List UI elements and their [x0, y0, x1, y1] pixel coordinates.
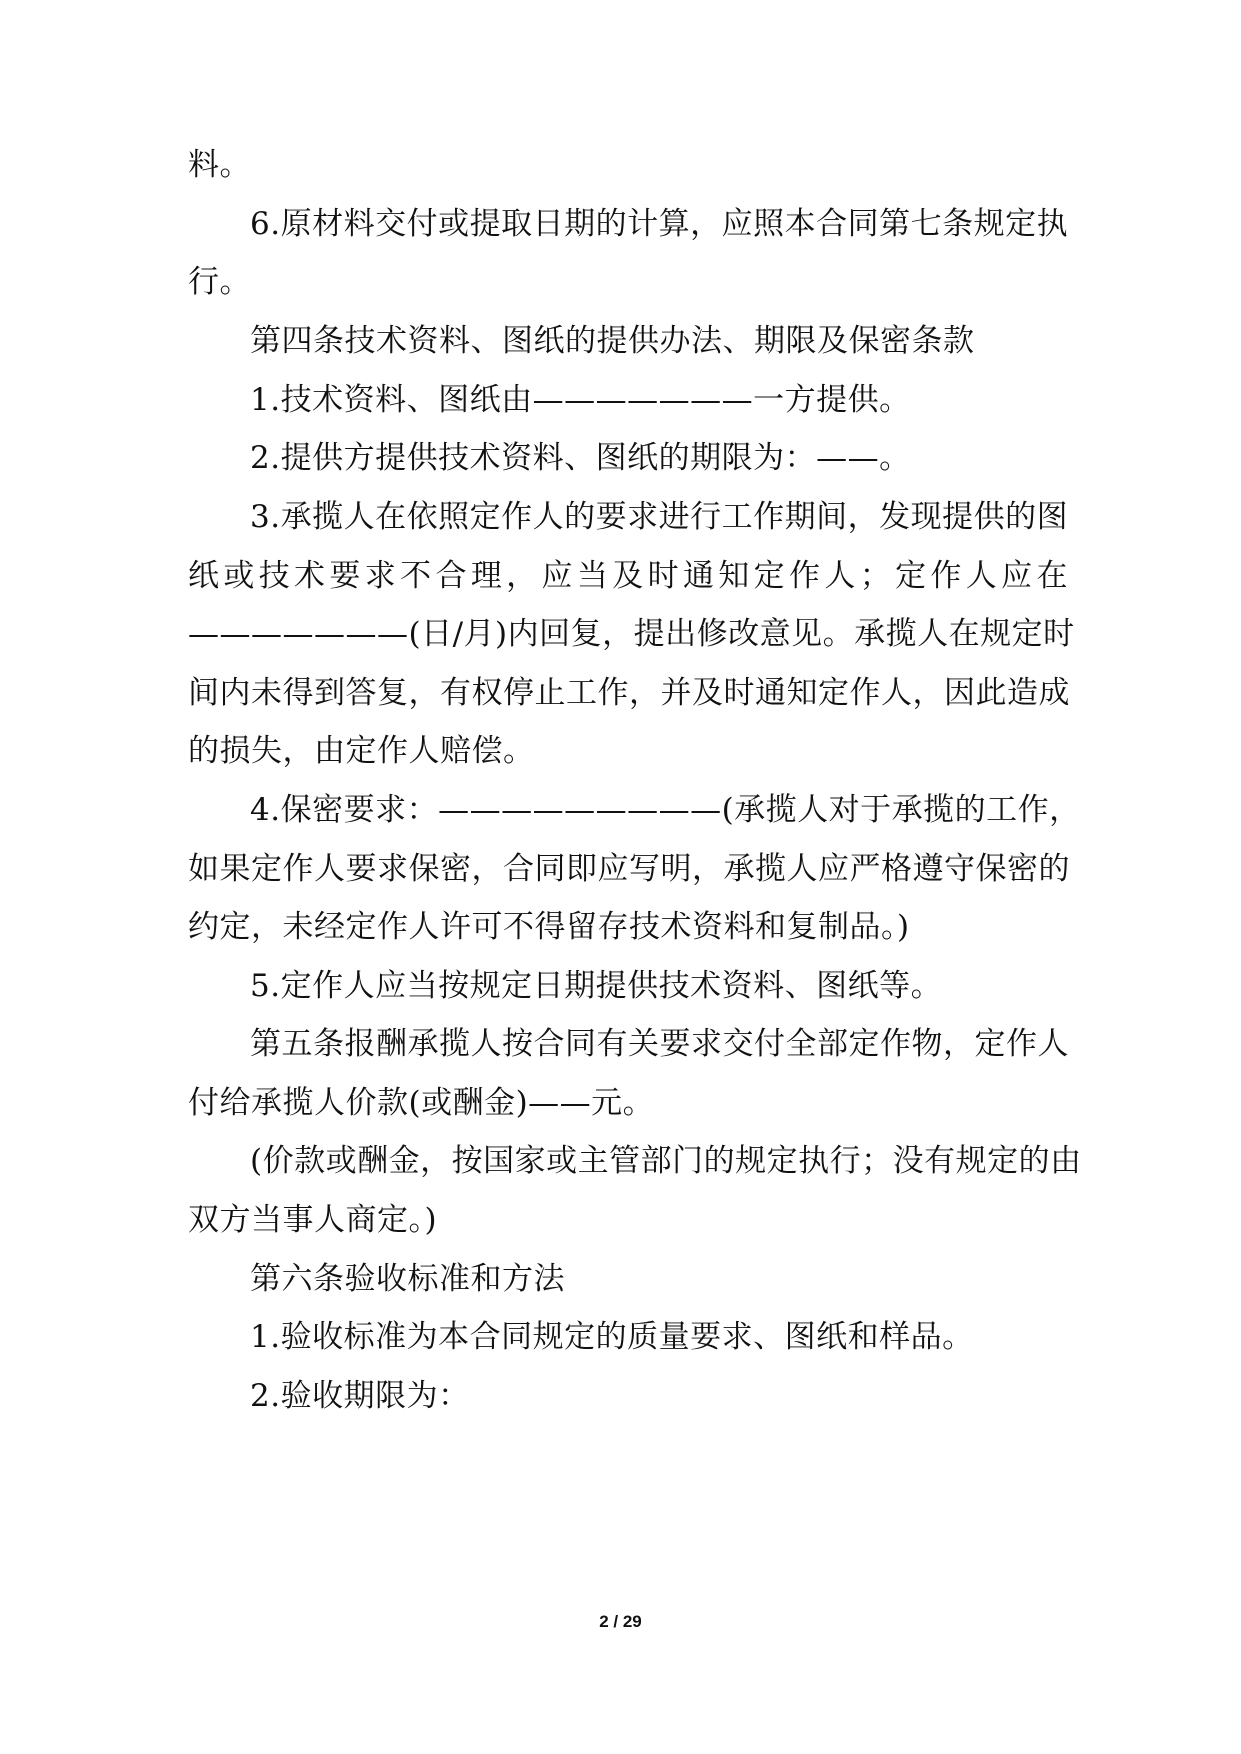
- text-line: 行。: [188, 264, 251, 300]
- text-line: 3.承揽人在依照定作人的要求进行工作期间，发现提供的图: [250, 499, 1069, 535]
- text-line: 如果定作人要求保密，合同即应写明，承揽人应严格遵守保密的: [188, 851, 1070, 887]
- section-heading: 第五条报酬承揽人按合同有关要求交付全部定作物，定作人: [250, 1026, 1069, 1062]
- text-line: 1.技术资料、图纸由———————一方提供。: [250, 382, 911, 418]
- section-heading: 第六条验收标准和方法: [250, 1261, 565, 1297]
- text-line: 6.原材料交付或提取日期的计算，应照本合同第七条规定执: [250, 206, 1069, 242]
- text-line: 约定，未经定作人许可不得留存技术资料和复制品。): [188, 909, 910, 945]
- text-line: 的损失，由定作人赔偿。: [188, 733, 535, 769]
- text-line: 2.验收期限为：: [250, 1378, 470, 1414]
- text-line: 双方当事人商定。): [188, 1202, 438, 1238]
- text-line: 5.定作人应当按规定日期提供技术资料、图纸等。: [250, 968, 943, 1004]
- text-line: (价款或酬金，按国家或主管部门的规定执行；没有规定的由: [250, 1143, 1082, 1179]
- text-line: 4.保密要求：—————————(承揽人对于承揽的工作，: [250, 792, 1081, 828]
- text-line: 料。: [188, 147, 251, 183]
- text-line: 2.提供方提供技术资料、图纸的期限为：——。: [250, 440, 911, 476]
- section-heading: 第四条技术资料、图纸的提供办法、期限及保密条款: [250, 323, 975, 359]
- text-line: 间内未得到答复，有权停止工作，并及时通知定作人，因此造成: [188, 675, 1070, 711]
- text-line: 付给承揽人价款(或酬金)——元。: [188, 1085, 655, 1121]
- page-number: 2 / 29: [599, 1612, 642, 1631]
- text-line: 纸或技术要求不合理，应当及时通知定作人；定作人应在: [188, 558, 1068, 594]
- text-line: 1.验收标准为本合同规定的质量要求、图纸和样品。: [250, 1319, 974, 1355]
- text-line: ———————(日/月)内回复，提出修改意见。承揽人在规定时: [188, 616, 1075, 652]
